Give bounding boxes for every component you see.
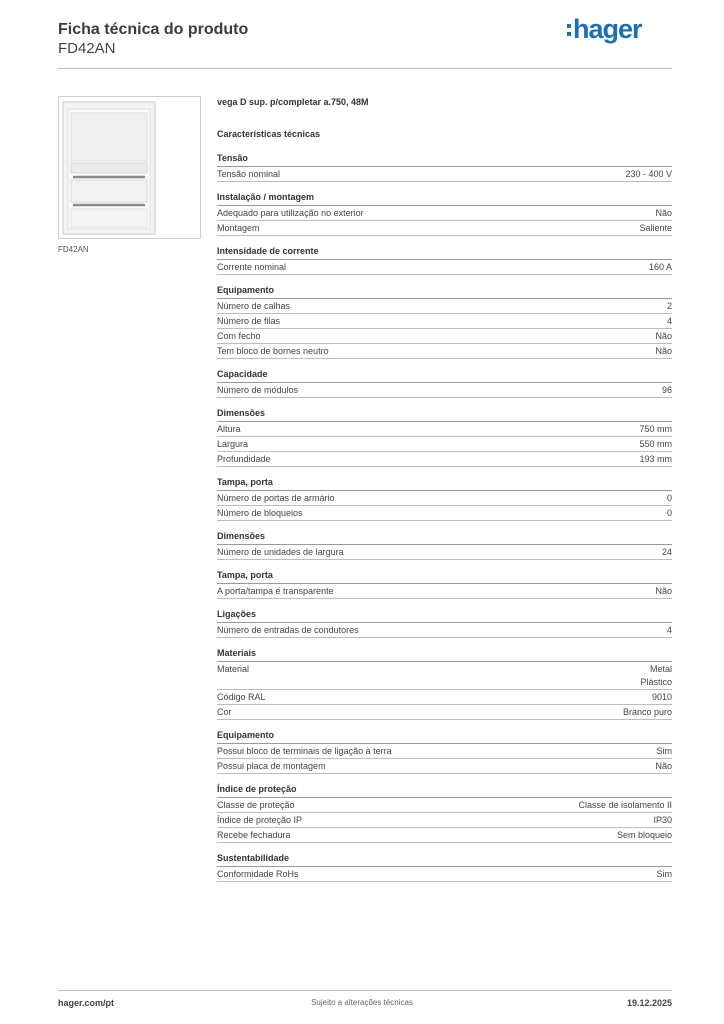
- spec-label: Índice de proteção IP: [217, 815, 303, 825]
- spec-value: IP30: [653, 815, 672, 825]
- spec-value: Não: [655, 761, 672, 771]
- section-title: Ligações: [217, 609, 672, 623]
- section-title: Tampa, porta: [217, 477, 672, 491]
- section-title: Materiais: [217, 648, 672, 662]
- spec-section: [217, 408, 672, 467]
- footer-website: hager.com/pt: [58, 998, 115, 1008]
- spec-value: Saliente: [639, 223, 672, 233]
- tech-heading: Características técnicas: [217, 129, 321, 139]
- spec-section: [217, 153, 672, 182]
- footer-divider: [58, 990, 672, 991]
- section-title: Equipamento: [217, 285, 672, 299]
- section-title: Capacidade: [217, 369, 672, 383]
- spec-row: [217, 314, 672, 329]
- spec-label: Com fecho: [217, 331, 261, 341]
- spec-value: 9010: [651, 692, 672, 702]
- spec-section: [217, 369, 672, 398]
- section-title: Equipamento: [217, 730, 672, 744]
- logo-dots-icon: [567, 24, 571, 28]
- product-code: FD42AN: [58, 40, 116, 57]
- spec-sections: [217, 153, 672, 882]
- spec-row: [217, 867, 672, 882]
- spec-row: [217, 344, 672, 359]
- spec-label: Largura: [217, 439, 249, 449]
- spec-section: [217, 531, 672, 560]
- spec-label: Número de portas de armário: [217, 493, 335, 503]
- spec-label: Material: [217, 664, 250, 674]
- spec-value: 0: [666, 508, 672, 518]
- spec-value: 0: [666, 493, 672, 503]
- spec-row: [217, 260, 672, 275]
- spec-value: 550 mm: [639, 439, 672, 449]
- section-title: Sustentabilidade: [217, 853, 672, 867]
- section-title: Instalação / montagem: [217, 192, 672, 206]
- spec-value: 230 - 400 V: [625, 169, 672, 179]
- spec-label: Possui placa de montagem: [217, 761, 326, 771]
- spec-row: [217, 759, 672, 774]
- spec-row: [217, 813, 672, 828]
- spec-label: Número de entradas de condutores: [217, 625, 359, 635]
- spec-row: [217, 299, 672, 314]
- spec-section: [217, 192, 672, 236]
- spec-section: [217, 853, 672, 882]
- spec-label: Classe de proteção: [217, 800, 295, 810]
- section-title: Dimensões: [217, 531, 672, 545]
- spec-value: 24: [661, 547, 672, 557]
- spec-label: Número de unidades de largura: [217, 547, 344, 557]
- spec-section: [217, 609, 672, 638]
- spec-value: Sem bloqueio: [616, 830, 672, 840]
- spec-label: Tensão nominal: [217, 169, 281, 179]
- spec-row: [217, 690, 672, 705]
- spec-value: Não: [655, 586, 672, 596]
- section-title: Intensidade de corrente: [217, 246, 672, 260]
- spec-value: 160 A: [648, 262, 672, 272]
- spec-label: Corrente nominal: [217, 262, 287, 272]
- spec-value: Não: [655, 346, 672, 356]
- spec-section: [217, 730, 672, 774]
- footer-date: 19.12.2025: [626, 998, 672, 1008]
- spec-value: 750 mm: [639, 424, 672, 434]
- spec-row: [217, 506, 672, 521]
- spec-row: [217, 383, 672, 398]
- spec-content: [217, 97, 672, 882]
- spec-value: Não: [655, 208, 672, 218]
- spec-section: [217, 784, 672, 843]
- spec-value: 193 mm: [639, 454, 672, 464]
- spec-value: Não: [655, 331, 672, 341]
- header-divider: [58, 68, 672, 69]
- image-caption: FD42AN: [58, 245, 89, 254]
- spec-value: 4: [666, 316, 672, 326]
- spec-row: [217, 422, 672, 437]
- section-title: Dimensões: [217, 408, 672, 422]
- spec-row: [217, 437, 672, 452]
- spec-value: Classe de isolamento II: [578, 800, 672, 810]
- spec-label: Cor: [217, 707, 232, 717]
- spec-value: 96: [661, 385, 672, 395]
- spec-label: Número de calhas: [217, 301, 291, 311]
- section-title: Tensão: [217, 153, 672, 167]
- logo-text: hager: [573, 14, 642, 44]
- spec-row: [217, 452, 672, 467]
- spec-label: Conformidade RoHs: [217, 869, 299, 879]
- footer-notice: Sujeito a alterações técnicas: [311, 998, 413, 1007]
- spec-label: Número de bloqueios: [217, 508, 303, 518]
- hager-logo: [567, 14, 642, 45]
- section-title: Tampa, porta: [217, 570, 672, 584]
- spec-section: [217, 246, 672, 275]
- spec-section: [217, 570, 672, 599]
- spec-label: Montagem: [217, 223, 260, 233]
- product-name: vega D sup. p/completar a.750, 48M: [217, 97, 369, 107]
- spec-label: Possui bloco de terminais de ligação à terra: [217, 746, 392, 756]
- spec-row: [217, 491, 672, 506]
- spec-row: [217, 167, 672, 182]
- spec-section: [217, 477, 672, 521]
- spec-label: Adequado para utilização no exterior: [217, 208, 364, 218]
- product-image: [58, 96, 201, 239]
- spec-value: Sim: [656, 746, 672, 756]
- spec-section: [217, 648, 672, 720]
- spec-row: [217, 206, 672, 221]
- spec-value: 4: [666, 625, 672, 635]
- spec-label: Tem bloco de bornes neutro: [217, 346, 329, 356]
- spec-row: [217, 623, 672, 638]
- spec-row: [217, 798, 672, 813]
- spec-value: 2: [666, 301, 672, 311]
- spec-row: [217, 705, 672, 720]
- spec-label: Número de módulos: [217, 385, 299, 395]
- spec-value: Sim: [656, 869, 672, 879]
- spec-label: Código RAL: [217, 692, 266, 702]
- spec-label: Número de filas: [217, 316, 281, 326]
- distribution-cabinet-image: [59, 97, 200, 238]
- page-title: Ficha técnica do produto: [58, 21, 249, 38]
- spec-section: [217, 285, 672, 359]
- spec-row: [217, 329, 672, 344]
- spec-label: Profundidade: [217, 454, 271, 464]
- spec-value: Branco puro: [622, 707, 672, 717]
- spec-row: [217, 744, 672, 759]
- spec-row: [217, 662, 672, 690]
- spec-row: [217, 584, 672, 599]
- spec-label: A porta/tampa é transparente: [217, 586, 334, 596]
- spec-row: [217, 221, 672, 236]
- spec-label: Recebe fechadura: [217, 830, 291, 840]
- section-title: Índice de proteção: [217, 784, 672, 798]
- spec-value: Metal Plástico: [640, 664, 672, 687]
- spec-row: [217, 828, 672, 843]
- spec-row: [217, 545, 672, 560]
- spec-label: Altura: [217, 424, 241, 434]
